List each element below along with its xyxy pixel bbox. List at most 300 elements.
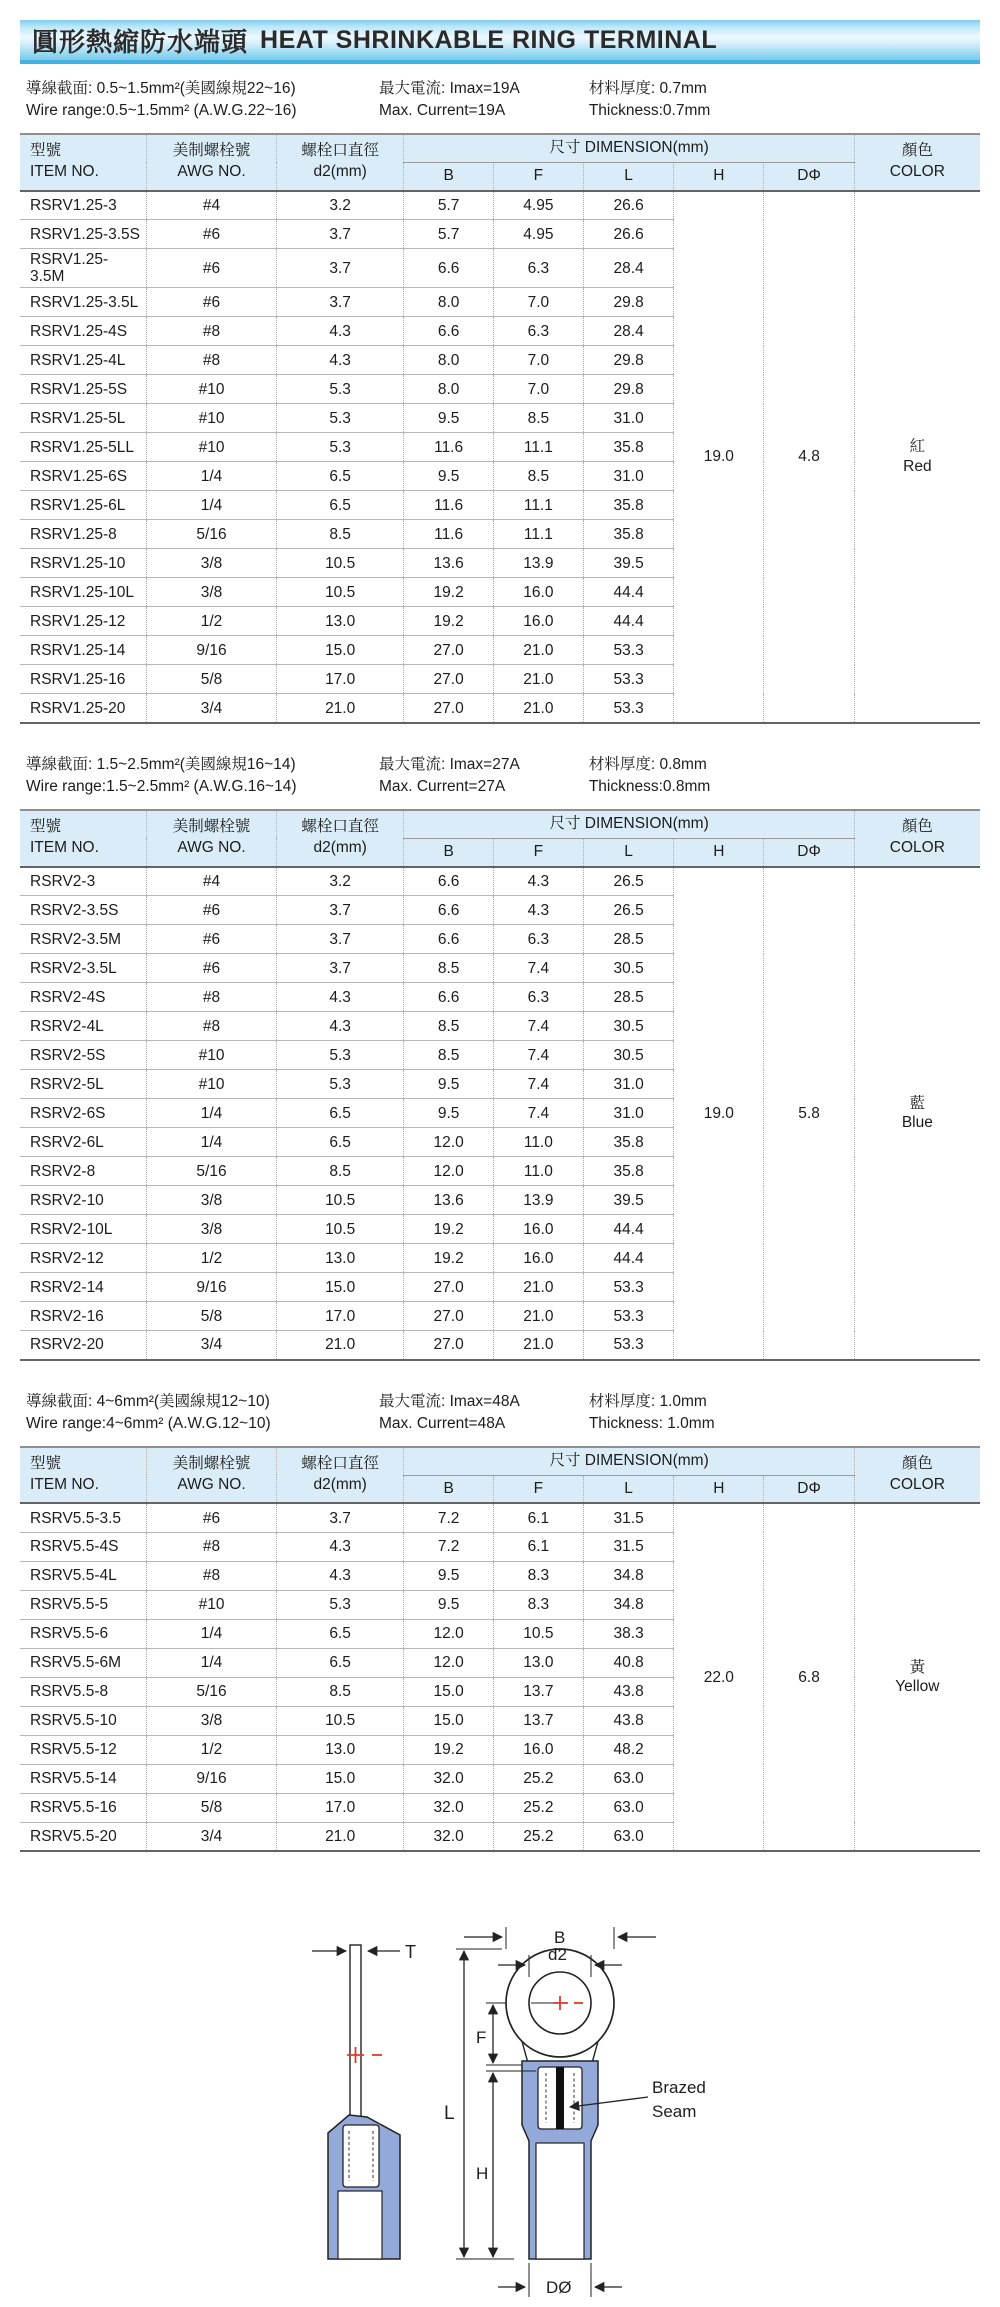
awg-no-cell: 3/8 bbox=[147, 1186, 277, 1215]
dim-f-cell: 21.0 bbox=[493, 1331, 583, 1360]
awg-no-cell: #6 bbox=[147, 288, 277, 317]
col-header-awg-zh: 美制螺栓號 bbox=[172, 142, 251, 160]
dim-l-cell: 40.8 bbox=[583, 1648, 673, 1677]
col-header-h: H bbox=[674, 162, 764, 190]
dim-b-cell: 8.5 bbox=[404, 1041, 493, 1070]
dim-l-cell: 31.0 bbox=[583, 1099, 673, 1128]
dim-f-cell: 13.7 bbox=[493, 1677, 583, 1706]
awg-no-cell: #10 bbox=[147, 433, 277, 462]
awg-no-cell: #8 bbox=[147, 346, 277, 375]
dim-l-cell: 35.8 bbox=[583, 433, 673, 462]
datasheet-page bbox=[20, 0, 980, 2307]
page-title-bar bbox=[20, 20, 980, 64]
col-header-dimension: 尺寸 DIMENSION(mm) bbox=[404, 810, 854, 838]
dim-f-cell: 4.95 bbox=[493, 191, 583, 220]
d2-cell: 5.3 bbox=[276, 1070, 404, 1099]
dim-l-cell: 31.0 bbox=[583, 1070, 673, 1099]
dim-b-cell: 6.6 bbox=[404, 983, 493, 1012]
dim-b-cell: 19.2 bbox=[404, 1244, 493, 1273]
col-header-item-en: ITEM NO. bbox=[30, 1476, 99, 1494]
col-header-color bbox=[854, 134, 980, 191]
dim-f-cell: 8.5 bbox=[493, 462, 583, 491]
dim-b-cell: 9.5 bbox=[404, 404, 493, 433]
spec-table-2 bbox=[20, 809, 980, 1361]
page-title-chinese: 圓形熱縮防水端頭 bbox=[32, 26, 249, 57]
color-merged-cell bbox=[854, 867, 980, 1360]
awg-no-cell: 1/2 bbox=[147, 1244, 277, 1273]
d2-cell: 3.7 bbox=[276, 925, 404, 954]
dim-b-cell: 8.5 bbox=[404, 1012, 493, 1041]
d2-cell: 6.5 bbox=[276, 1128, 404, 1157]
dim-b-cell: 27.0 bbox=[404, 1331, 493, 1360]
wire-range bbox=[26, 1391, 379, 1436]
item-no-cell: RSRV2-5L bbox=[20, 1070, 147, 1099]
col-header-d2-zh: 螺栓口直徑 bbox=[301, 1455, 379, 1473]
dim-f-cell: 8.5 bbox=[493, 404, 583, 433]
dim-f-cell: 7.4 bbox=[493, 1070, 583, 1099]
wire-range-zh: 導線截面: 4~6mm²(美國線規12~10) bbox=[26, 1392, 270, 1410]
item-no-cell: RSRV5.5-14 bbox=[20, 1764, 147, 1793]
item-no-cell: RSRV2-6L bbox=[20, 1128, 147, 1157]
d2-cell: 3.7 bbox=[276, 896, 404, 925]
dim-l-cell: 31.5 bbox=[583, 1532, 673, 1561]
awg-no-cell: #4 bbox=[147, 191, 277, 220]
awg-no-cell: 3/8 bbox=[147, 1215, 277, 1244]
dim-l-cell: 31.0 bbox=[583, 404, 673, 433]
technical-drawing bbox=[20, 1907, 980, 2307]
dim-f-cell: 7.4 bbox=[493, 954, 583, 983]
table-row bbox=[20, 867, 980, 896]
max-current bbox=[379, 754, 589, 799]
dim-b-cell: 15.0 bbox=[404, 1677, 493, 1706]
dim-f-cell: 11.1 bbox=[493, 520, 583, 549]
awg-no-cell: #8 bbox=[147, 1561, 277, 1590]
spec-info-1 bbox=[26, 78, 980, 123]
awg-no-cell: 1/4 bbox=[147, 491, 277, 520]
dim-f-cell: 4.3 bbox=[493, 896, 583, 925]
color-merged-cell bbox=[854, 191, 980, 723]
thickness-en: Thickness:0.8mm bbox=[588, 778, 711, 796]
awg-no-cell: 5/16 bbox=[147, 520, 277, 549]
page-title-english: HEAT SHRINKABLE RING TERMINAL bbox=[260, 25, 718, 54]
awg-no-cell: 1/4 bbox=[147, 1099, 277, 1128]
dim-b-cell: 8.0 bbox=[404, 375, 493, 404]
dim-label-h: H bbox=[476, 2164, 489, 2184]
col-header-d2-en: d2(mm) bbox=[313, 163, 367, 181]
awg-no-cell: #10 bbox=[147, 1041, 277, 1070]
dim-b-cell: 6.6 bbox=[404, 925, 493, 954]
item-no-cell: RSRV1.25-4S bbox=[20, 317, 147, 346]
brazed-seam-label-2: Seam bbox=[652, 2102, 697, 2122]
d2-cell: 21.0 bbox=[276, 1331, 404, 1360]
dim-l-cell: 44.4 bbox=[583, 1244, 673, 1273]
col-header-color-en: COLOR bbox=[889, 163, 945, 181]
awg-no-cell: #6 bbox=[147, 249, 277, 288]
dim-label-f: F bbox=[476, 2028, 487, 2048]
col-header-awg-no bbox=[147, 134, 277, 191]
d2-cell: 21.0 bbox=[276, 1822, 404, 1851]
color-merged-cell bbox=[854, 1503, 980, 1851]
col-header-item-zh: 型號 bbox=[30, 142, 62, 160]
col-header-h: H bbox=[674, 838, 764, 866]
col-header-awg-no bbox=[147, 1447, 277, 1504]
item-no-cell: RSRV2-5S bbox=[20, 1041, 147, 1070]
wire-range-en: Wire range:4~6mm² (A.W.G.12~10) bbox=[26, 1415, 271, 1433]
awg-no-cell: 3/4 bbox=[147, 1331, 277, 1360]
dim-l-cell: 53.3 bbox=[583, 665, 673, 694]
dim-l-cell: 26.5 bbox=[583, 867, 673, 896]
col-header-l: L bbox=[583, 838, 673, 866]
col-header-dimension: 尺寸 DIMENSION(mm) bbox=[404, 1447, 854, 1475]
awg-no-cell: 5/8 bbox=[147, 1793, 277, 1822]
d2-cell: 6.5 bbox=[276, 491, 404, 520]
awg-no-cell: 5/16 bbox=[147, 1157, 277, 1186]
item-no-cell: RSRV1.25-3 bbox=[20, 191, 147, 220]
dim-l-cell: 43.8 bbox=[583, 1677, 673, 1706]
dim-label-l: L bbox=[444, 2103, 455, 2125]
color-zh: 藍 bbox=[909, 1094, 926, 1112]
dim-l-cell: 34.8 bbox=[583, 1561, 673, 1590]
wire-range-en: Wire range:1.5~2.5mm² (A.W.G.16~14) bbox=[26, 778, 297, 796]
dim-l-cell: 30.5 bbox=[583, 954, 673, 983]
col-header-awg-en: AWG NO. bbox=[177, 839, 246, 857]
awg-no-cell: 1/4 bbox=[147, 462, 277, 491]
dim-l-cell: 29.8 bbox=[583, 346, 673, 375]
dim-f-cell: 4.3 bbox=[493, 867, 583, 896]
spec-table-3 bbox=[20, 1446, 980, 1853]
dim-b-cell: 5.7 bbox=[404, 191, 493, 220]
d2-cell: 13.0 bbox=[276, 1244, 404, 1273]
dim-b-cell: 9.5 bbox=[404, 462, 493, 491]
dim-l-cell: 53.3 bbox=[583, 1273, 673, 1302]
item-no-cell: RSRV5.5-3.5 bbox=[20, 1503, 147, 1532]
dim-b-cell: 11.6 bbox=[404, 491, 493, 520]
dim-l-cell: 26.5 bbox=[583, 896, 673, 925]
col-header-d2 bbox=[276, 134, 404, 191]
d2-cell: 17.0 bbox=[276, 1793, 404, 1822]
col-header-awg-zh: 美制螺栓號 bbox=[172, 818, 251, 836]
dim-h-merged-cell: 22.0 bbox=[674, 1503, 764, 1851]
dim-f-cell: 7.0 bbox=[493, 346, 583, 375]
max-current-en: Max. Current=19A bbox=[378, 102, 506, 120]
d2-cell: 3.7 bbox=[276, 220, 404, 249]
dim-l-cell: 31.0 bbox=[583, 462, 673, 491]
dim-b-cell: 15.0 bbox=[404, 1706, 493, 1735]
d2-cell: 6.5 bbox=[276, 1099, 404, 1128]
dim-f-cell: 7.0 bbox=[493, 375, 583, 404]
color-en: Yellow bbox=[895, 1678, 940, 1696]
dim-f-cell: 6.3 bbox=[493, 317, 583, 346]
dim-f-cell: 25.2 bbox=[493, 1822, 583, 1851]
awg-no-cell: #8 bbox=[147, 1532, 277, 1561]
dim-l-cell: 35.8 bbox=[583, 491, 673, 520]
dim-b-cell: 9.5 bbox=[404, 1590, 493, 1619]
item-no-cell: RSRV5.5-4L bbox=[20, 1561, 147, 1590]
item-no-cell: RSRV5.5-8 bbox=[20, 1677, 147, 1706]
dim-l-cell: 29.8 bbox=[583, 375, 673, 404]
item-no-cell: RSRV2-14 bbox=[20, 1273, 147, 1302]
dim-b-cell: 12.0 bbox=[404, 1619, 493, 1648]
dim-l-cell: 35.8 bbox=[583, 1157, 673, 1186]
col-header-l: L bbox=[583, 162, 673, 190]
dim-f-cell: 4.95 bbox=[493, 220, 583, 249]
item-no-cell: RSRV1.25-12 bbox=[20, 607, 147, 636]
table-body-3 bbox=[20, 1503, 980, 1851]
dim-b-cell: 8.0 bbox=[404, 346, 493, 375]
d2-cell: 15.0 bbox=[276, 636, 404, 665]
table-body-2 bbox=[20, 867, 980, 1360]
color-zh: 黃 bbox=[909, 1659, 926, 1677]
dim-b-cell: 19.2 bbox=[404, 607, 493, 636]
item-no-cell: RSRV5.5-6 bbox=[20, 1619, 147, 1648]
wire-range bbox=[26, 754, 379, 799]
dim-l-cell: 30.5 bbox=[583, 1041, 673, 1070]
item-no-cell: RSRV1.25-6S bbox=[20, 462, 147, 491]
dim-l-cell: 28.5 bbox=[583, 925, 673, 954]
dim-f-cell: 11.0 bbox=[493, 1157, 583, 1186]
dim-f-cell: 6.3 bbox=[493, 925, 583, 954]
col-header-awg-no bbox=[147, 810, 277, 867]
brazed-seam-label-1: Brazed bbox=[652, 2078, 706, 2098]
dim-l-cell: 35.8 bbox=[583, 1128, 673, 1157]
d2-cell: 5.3 bbox=[276, 375, 404, 404]
awg-no-cell: #6 bbox=[147, 1503, 277, 1532]
dim-l-cell: 28.4 bbox=[583, 249, 673, 288]
max-current-zh: 最大電流: Imax=48A bbox=[378, 1392, 520, 1410]
col-header-f: F bbox=[493, 838, 583, 866]
awg-no-cell: 1/2 bbox=[147, 607, 277, 636]
thickness bbox=[589, 78, 980, 123]
dim-l-cell: 31.5 bbox=[583, 1503, 673, 1532]
item-no-cell: RSRV5.5-4S bbox=[20, 1532, 147, 1561]
awg-no-cell: #10 bbox=[147, 1590, 277, 1619]
item-no-cell: RSRV1.25-3.5M bbox=[20, 249, 147, 288]
dim-f-cell: 6.1 bbox=[493, 1532, 583, 1561]
awg-no-cell: #8 bbox=[147, 317, 277, 346]
max-current-zh: 最大電流: Imax=19A bbox=[378, 80, 520, 97]
table-header bbox=[20, 810, 980, 867]
d2-cell: 3.7 bbox=[276, 954, 404, 983]
dim-b-cell: 19.2 bbox=[404, 1735, 493, 1764]
d2-cell: 21.0 bbox=[276, 694, 404, 723]
dim-f-cell: 6.1 bbox=[493, 1503, 583, 1532]
wire-range-en: Wire range:0.5~1.5mm² (A.W.G.22~16) bbox=[26, 102, 297, 120]
dim-f-cell: 7.0 bbox=[493, 288, 583, 317]
item-no-cell: RSRV2-3.5M bbox=[20, 925, 147, 954]
item-no-cell: RSRV2-3 bbox=[20, 867, 147, 896]
table-header bbox=[20, 134, 980, 191]
item-no-cell: RSRV1.25-20 bbox=[20, 694, 147, 723]
col-header-color-en: COLOR bbox=[889, 1476, 945, 1494]
thickness-en: Thickness:0.7mm bbox=[588, 102, 711, 120]
dim-b-cell: 9.5 bbox=[404, 1099, 493, 1128]
dim-f-cell: 11.1 bbox=[493, 433, 583, 462]
d2-cell: 13.0 bbox=[276, 1735, 404, 1764]
col-header-color bbox=[854, 1447, 980, 1504]
item-no-cell: RSRV1.25-3.5S bbox=[20, 220, 147, 249]
item-no-cell: RSRV2-8 bbox=[20, 1157, 147, 1186]
item-no-cell: RSRV2-20 bbox=[20, 1331, 147, 1360]
col-header-l: L bbox=[583, 1475, 673, 1503]
awg-no-cell: #6 bbox=[147, 220, 277, 249]
thickness-en: Thickness: 1.0mm bbox=[588, 1415, 715, 1433]
dim-f-cell: 21.0 bbox=[493, 1302, 583, 1331]
item-no-cell: RSRV1.25-5S bbox=[20, 375, 147, 404]
item-no-cell: RSRV2-10 bbox=[20, 1186, 147, 1215]
item-no-cell: RSRV1.25-5L bbox=[20, 404, 147, 433]
item-no-cell: RSRV1.25-5LL bbox=[20, 433, 147, 462]
awg-no-cell: #4 bbox=[147, 867, 277, 896]
dim-f-cell: 11.1 bbox=[493, 491, 583, 520]
dim-f-cell: 25.2 bbox=[493, 1764, 583, 1793]
d2-cell: 3.7 bbox=[276, 249, 404, 288]
item-no-cell: RSRV5.5-16 bbox=[20, 1793, 147, 1822]
max-current-en: Max. Current=27A bbox=[378, 778, 506, 796]
col-header-item-no bbox=[20, 134, 147, 191]
item-no-cell: RSRV5.5-10 bbox=[20, 1706, 147, 1735]
dim-l-cell: 43.8 bbox=[583, 1706, 673, 1735]
item-no-cell: RSRV2-4S bbox=[20, 983, 147, 1012]
col-header-item-zh: 型號 bbox=[30, 818, 62, 836]
d2-cell: 13.0 bbox=[276, 607, 404, 636]
col-header-d2-en: d2(mm) bbox=[313, 1476, 367, 1494]
item-no-cell: RSRV1.25-8 bbox=[20, 520, 147, 549]
col-header-b: B bbox=[404, 1475, 493, 1503]
col-header-f: F bbox=[493, 162, 583, 190]
item-no-cell: RSRV5.5-12 bbox=[20, 1735, 147, 1764]
dim-l-cell: 63.0 bbox=[583, 1793, 673, 1822]
item-no-cell: RSRV2-6S bbox=[20, 1099, 147, 1128]
dim-f-cell: 16.0 bbox=[493, 578, 583, 607]
spec-info-3 bbox=[26, 1391, 980, 1436]
col-header-b: B bbox=[404, 838, 493, 866]
dim-f-cell: 11.0 bbox=[493, 1128, 583, 1157]
dim-b-cell: 32.0 bbox=[404, 1793, 493, 1822]
item-no-cell: RSRV2-4L bbox=[20, 1012, 147, 1041]
dim-l-cell: 63.0 bbox=[583, 1764, 673, 1793]
dim-l-cell: 28.4 bbox=[583, 317, 673, 346]
dim-b-cell: 9.5 bbox=[404, 1070, 493, 1099]
col-header-color bbox=[854, 810, 980, 867]
dim-f-cell: 7.4 bbox=[493, 1041, 583, 1070]
d2-cell: 8.5 bbox=[276, 520, 404, 549]
item-no-cell: RSRV1.25-3.5L bbox=[20, 288, 147, 317]
col-header-dphi: DΦ bbox=[764, 162, 854, 190]
col-header-d2 bbox=[276, 810, 404, 867]
dim-b-cell: 11.6 bbox=[404, 433, 493, 462]
item-no-cell: RSRV1.25-16 bbox=[20, 665, 147, 694]
col-header-item-no bbox=[20, 810, 147, 867]
dim-dphi-merged-cell: 5.8 bbox=[764, 867, 854, 1360]
dim-f-cell: 13.7 bbox=[493, 1706, 583, 1735]
awg-no-cell: #8 bbox=[147, 1012, 277, 1041]
col-header-awg-zh: 美制螺栓號 bbox=[172, 1455, 251, 1473]
dim-b-cell: 27.0 bbox=[404, 1302, 493, 1331]
col-header-dphi: DΦ bbox=[764, 838, 854, 866]
dim-l-cell: 53.3 bbox=[583, 1331, 673, 1360]
table-body-1 bbox=[20, 191, 980, 723]
dim-b-cell: 6.6 bbox=[404, 317, 493, 346]
dim-b-cell: 9.5 bbox=[404, 1561, 493, 1590]
d2-cell: 10.5 bbox=[276, 578, 404, 607]
dim-b-cell: 7.2 bbox=[404, 1532, 493, 1561]
dim-b-cell: 32.0 bbox=[404, 1764, 493, 1793]
dim-l-cell: 48.2 bbox=[583, 1735, 673, 1764]
col-header-h: H bbox=[674, 1475, 764, 1503]
item-no-cell: RSRV2-16 bbox=[20, 1302, 147, 1331]
awg-no-cell: 3/4 bbox=[147, 1822, 277, 1851]
dim-l-cell: 53.3 bbox=[583, 636, 673, 665]
awg-no-cell: #10 bbox=[147, 1070, 277, 1099]
awg-no-cell: #10 bbox=[147, 404, 277, 433]
spec-section-2 bbox=[20, 754, 980, 1361]
awg-no-cell: #6 bbox=[147, 925, 277, 954]
brazed-seam bbox=[556, 2067, 564, 2129]
dim-f-cell: 21.0 bbox=[493, 694, 583, 723]
wire-range-zh: 導線截面: 1.5~2.5mm²(美國線規16~14) bbox=[26, 755, 296, 773]
d2-cell: 15.0 bbox=[276, 1764, 404, 1793]
awg-no-cell: #8 bbox=[147, 983, 277, 1012]
dim-f-cell: 13.0 bbox=[493, 1648, 583, 1677]
awg-no-cell: 5/16 bbox=[147, 1677, 277, 1706]
col-header-item-zh: 型號 bbox=[30, 1455, 62, 1473]
d2-cell: 5.3 bbox=[276, 1041, 404, 1070]
dim-b-cell: 27.0 bbox=[404, 1273, 493, 1302]
awg-no-cell: #10 bbox=[147, 375, 277, 404]
d2-cell: 6.5 bbox=[276, 1619, 404, 1648]
max-current-zh: 最大電流: Imax=27A bbox=[378, 755, 520, 773]
col-header-dimension: 尺寸 DIMENSION(mm) bbox=[404, 134, 854, 162]
d2-cell: 10.5 bbox=[276, 1706, 404, 1735]
item-no-cell: RSRV1.25-14 bbox=[20, 636, 147, 665]
d2-cell: 5.3 bbox=[276, 404, 404, 433]
dim-b-cell: 12.0 bbox=[404, 1648, 493, 1677]
awg-no-cell: 3/8 bbox=[147, 1706, 277, 1735]
color-zh: 紅 bbox=[909, 438, 926, 456]
dim-f-cell: 21.0 bbox=[493, 1273, 583, 1302]
col-header-awg-en: AWG NO. bbox=[177, 1476, 246, 1494]
spec-table-1 bbox=[20, 133, 980, 724]
d2-cell: 3.7 bbox=[276, 288, 404, 317]
thickness-zh: 材料厚度: 0.7mm bbox=[588, 80, 707, 97]
dim-l-cell: 53.3 bbox=[583, 1302, 673, 1331]
dim-l-cell: 44.4 bbox=[583, 1215, 673, 1244]
awg-no-cell: 5/8 bbox=[147, 665, 277, 694]
col-header-item-en: ITEM NO. bbox=[30, 839, 99, 857]
dim-l-cell: 34.8 bbox=[583, 1590, 673, 1619]
awg-no-cell: 9/16 bbox=[147, 636, 277, 665]
dim-label-d2: d2 bbox=[548, 1945, 567, 1965]
thickness bbox=[589, 1391, 980, 1436]
d2-cell: 4.3 bbox=[276, 1532, 404, 1561]
dim-b-cell: 6.6 bbox=[404, 896, 493, 925]
dim-f-cell: 7.4 bbox=[493, 1012, 583, 1041]
awg-no-cell: 1/4 bbox=[147, 1648, 277, 1677]
d2-cell: 17.0 bbox=[276, 1302, 404, 1331]
dim-l-cell: 35.8 bbox=[583, 520, 673, 549]
dim-b-cell: 27.0 bbox=[404, 665, 493, 694]
dim-l-cell: 39.5 bbox=[583, 549, 673, 578]
item-no-cell: RSRV5.5-20 bbox=[20, 1822, 147, 1851]
dim-f-cell: 16.0 bbox=[493, 607, 583, 636]
dim-b-cell: 32.0 bbox=[404, 1822, 493, 1851]
dim-b-cell: 11.6 bbox=[404, 520, 493, 549]
terminal-dimension-diagram bbox=[250, 1907, 750, 2307]
col-header-color-en: COLOR bbox=[889, 839, 945, 857]
awg-no-cell: 9/16 bbox=[147, 1764, 277, 1793]
side-view bbox=[312, 1942, 416, 2259]
dim-b-cell: 19.2 bbox=[404, 1215, 493, 1244]
